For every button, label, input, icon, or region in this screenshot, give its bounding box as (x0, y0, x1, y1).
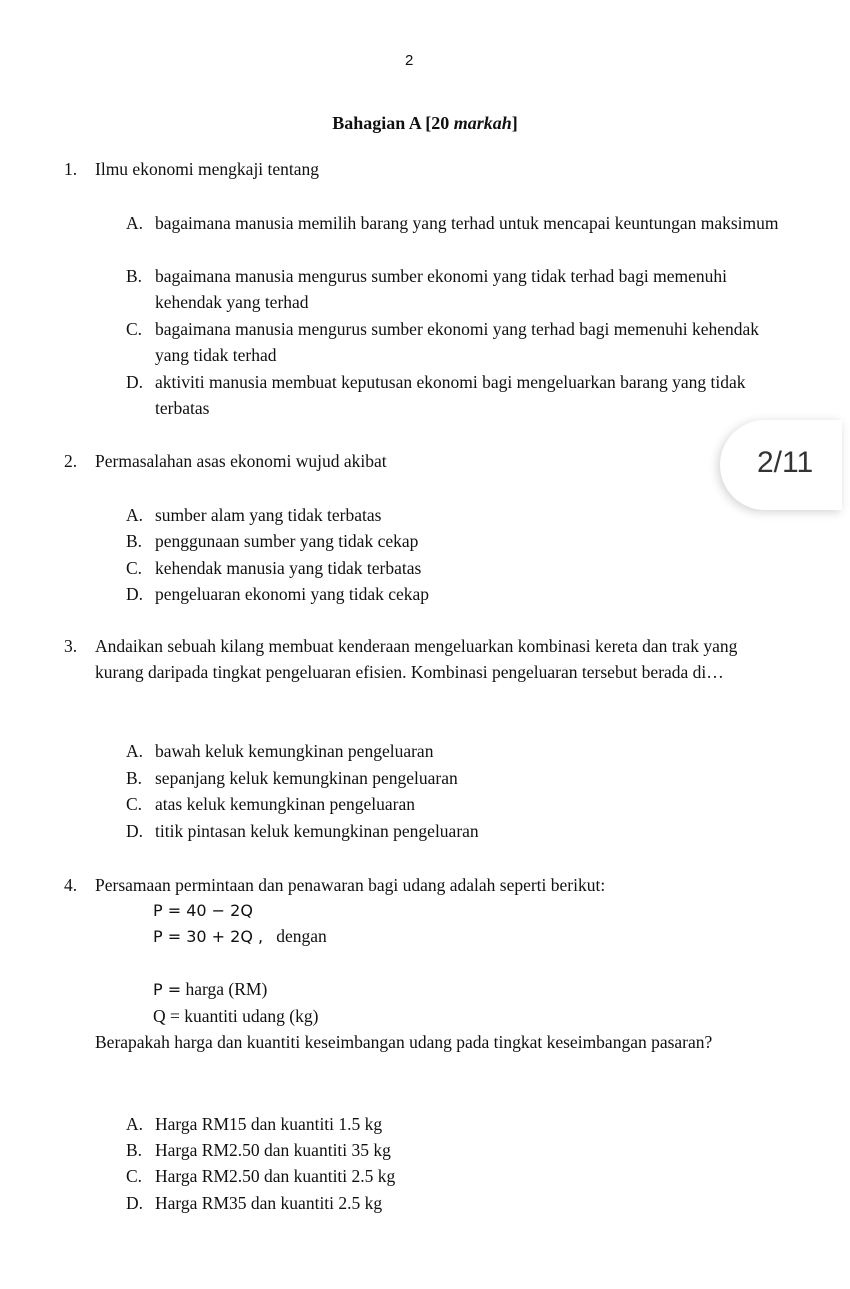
option-text: bawah keluk kemungkinan pengeluaran (155, 741, 434, 761)
section-title-end: ] (511, 113, 518, 133)
option-text: Harga RM15 dan kuantiti 1.5 kg (155, 1114, 383, 1134)
option-c[interactable] (126, 791, 796, 817)
option-text: sepanjang keluk kemungkinan pengeluaran (155, 768, 458, 788)
option-letter: C. (126, 319, 143, 339)
option-b[interactable] (126, 765, 796, 791)
option-text: bagaimana manusia mengurus sumber ekonomi yang tidak terhad bagi memenuhi kehendak yang terhad (155, 266, 727, 312)
option-text: pengeluaran ekonomi yang tidak cekap (155, 584, 430, 604)
page-number: 2 (405, 52, 414, 69)
option-letter: C. (126, 558, 143, 578)
option-d[interactable] (126, 369, 796, 421)
option-a[interactable] (126, 1111, 796, 1137)
page-indicator: 2/11 (757, 446, 814, 479)
option-a[interactable] (126, 210, 796, 236)
definition-q: Q = kuantiti udang (kg) (153, 1006, 319, 1026)
definition-p (153, 979, 267, 1000)
option-letter: D. (126, 372, 144, 392)
option-letter: C. (126, 794, 143, 814)
section-title (0, 113, 850, 134)
option-d[interactable] (126, 818, 796, 844)
demand-equation: P = 40 − 2Q (153, 901, 253, 920)
option-b[interactable] (126, 263, 796, 315)
question-number: 1. (64, 159, 78, 179)
option-letter: D. (126, 584, 144, 604)
option-text: atas keluk kemungkinan pengeluaran (155, 794, 415, 814)
supply-equation-row (153, 926, 327, 947)
option-letter: A. (126, 1114, 144, 1134)
question-prompt: Berapakah harga dan kuantiti keseimbangan udang pada tingkat keseimbangan pasaran? (95, 1032, 713, 1052)
question-text: Persamaan permintaan dan penawaran bagi udang adalah seperti berikut: (95, 875, 606, 895)
option-b[interactable] (126, 1137, 796, 1163)
question-number: 3. (64, 636, 78, 656)
option-letter: A. (126, 213, 144, 233)
supply-equation: P = 30 + 2Q , (153, 927, 264, 946)
option-letter: C. (126, 1166, 143, 1186)
option-d[interactable] (126, 581, 796, 607)
section-title-text: Bahagian A [20 (332, 113, 454, 133)
definition-p-symbol: P = (153, 980, 182, 999)
option-letter: B. (126, 266, 143, 286)
option-letter: D. (126, 1193, 144, 1213)
option-letter: B. (126, 531, 143, 551)
option-c[interactable] (126, 555, 796, 581)
question-text: Ilmu ekonomi mengkaji tentang (95, 159, 320, 179)
option-text: penggunaan sumber yang tidak cekap (155, 531, 419, 551)
option-c[interactable] (126, 1163, 796, 1189)
option-letter: B. (126, 768, 143, 788)
option-b[interactable] (126, 528, 796, 554)
equation-suffix: dengan (276, 926, 327, 946)
question-number: 2. (64, 451, 78, 471)
question-text: Andaikan sebuah kilang membuat kenderaan mengeluarkan kombinasi kereta dan trak yang kurang daripada tingkat pengeluaran efisien. Kombinasi pengeluaran tersebut berada di… (95, 636, 738, 682)
question-text: Permasalahan asas ekonomi wujud akibat (95, 451, 387, 471)
option-a[interactable] (126, 502, 796, 528)
section-title-italic: markah (453, 113, 512, 133)
option-text: sumber alam yang tidak terbatas (155, 505, 382, 525)
option-text: bagaimana manusia memilih barang yang terhad untuk mencapai keuntungan maksimum (155, 213, 779, 233)
option-letter: A. (126, 505, 144, 525)
option-a[interactable] (126, 738, 796, 764)
option-text: Harga RM2.50 dan kuantiti 2.5 kg (155, 1166, 396, 1186)
option-text: titik pintasan keluk kemungkinan pengeluaran (155, 821, 479, 841)
option-text: Harga RM35 dan kuantiti 2.5 kg (155, 1193, 383, 1213)
option-letter: B. (126, 1140, 143, 1160)
question-number: 4. (64, 875, 78, 895)
option-letter: D. (126, 821, 144, 841)
option-text: aktiviti manusia membuat keputusan ekonomi bagi mengeluarkan barang yang tidak terbatas (155, 372, 746, 418)
option-c[interactable] (126, 316, 796, 368)
option-d[interactable] (126, 1190, 796, 1216)
option-text: Harga RM2.50 dan kuantiti 35 kg (155, 1140, 391, 1160)
definition-p-text: harga (RM) (185, 979, 268, 999)
option-text: bagaimana manusia mengurus sumber ekonomi yang terhad bagi memenuhi kehendak yang tidak terhad (155, 319, 760, 365)
option-letter: A. (126, 741, 144, 761)
option-text: kehendak manusia yang tidak terbatas (155, 558, 422, 578)
